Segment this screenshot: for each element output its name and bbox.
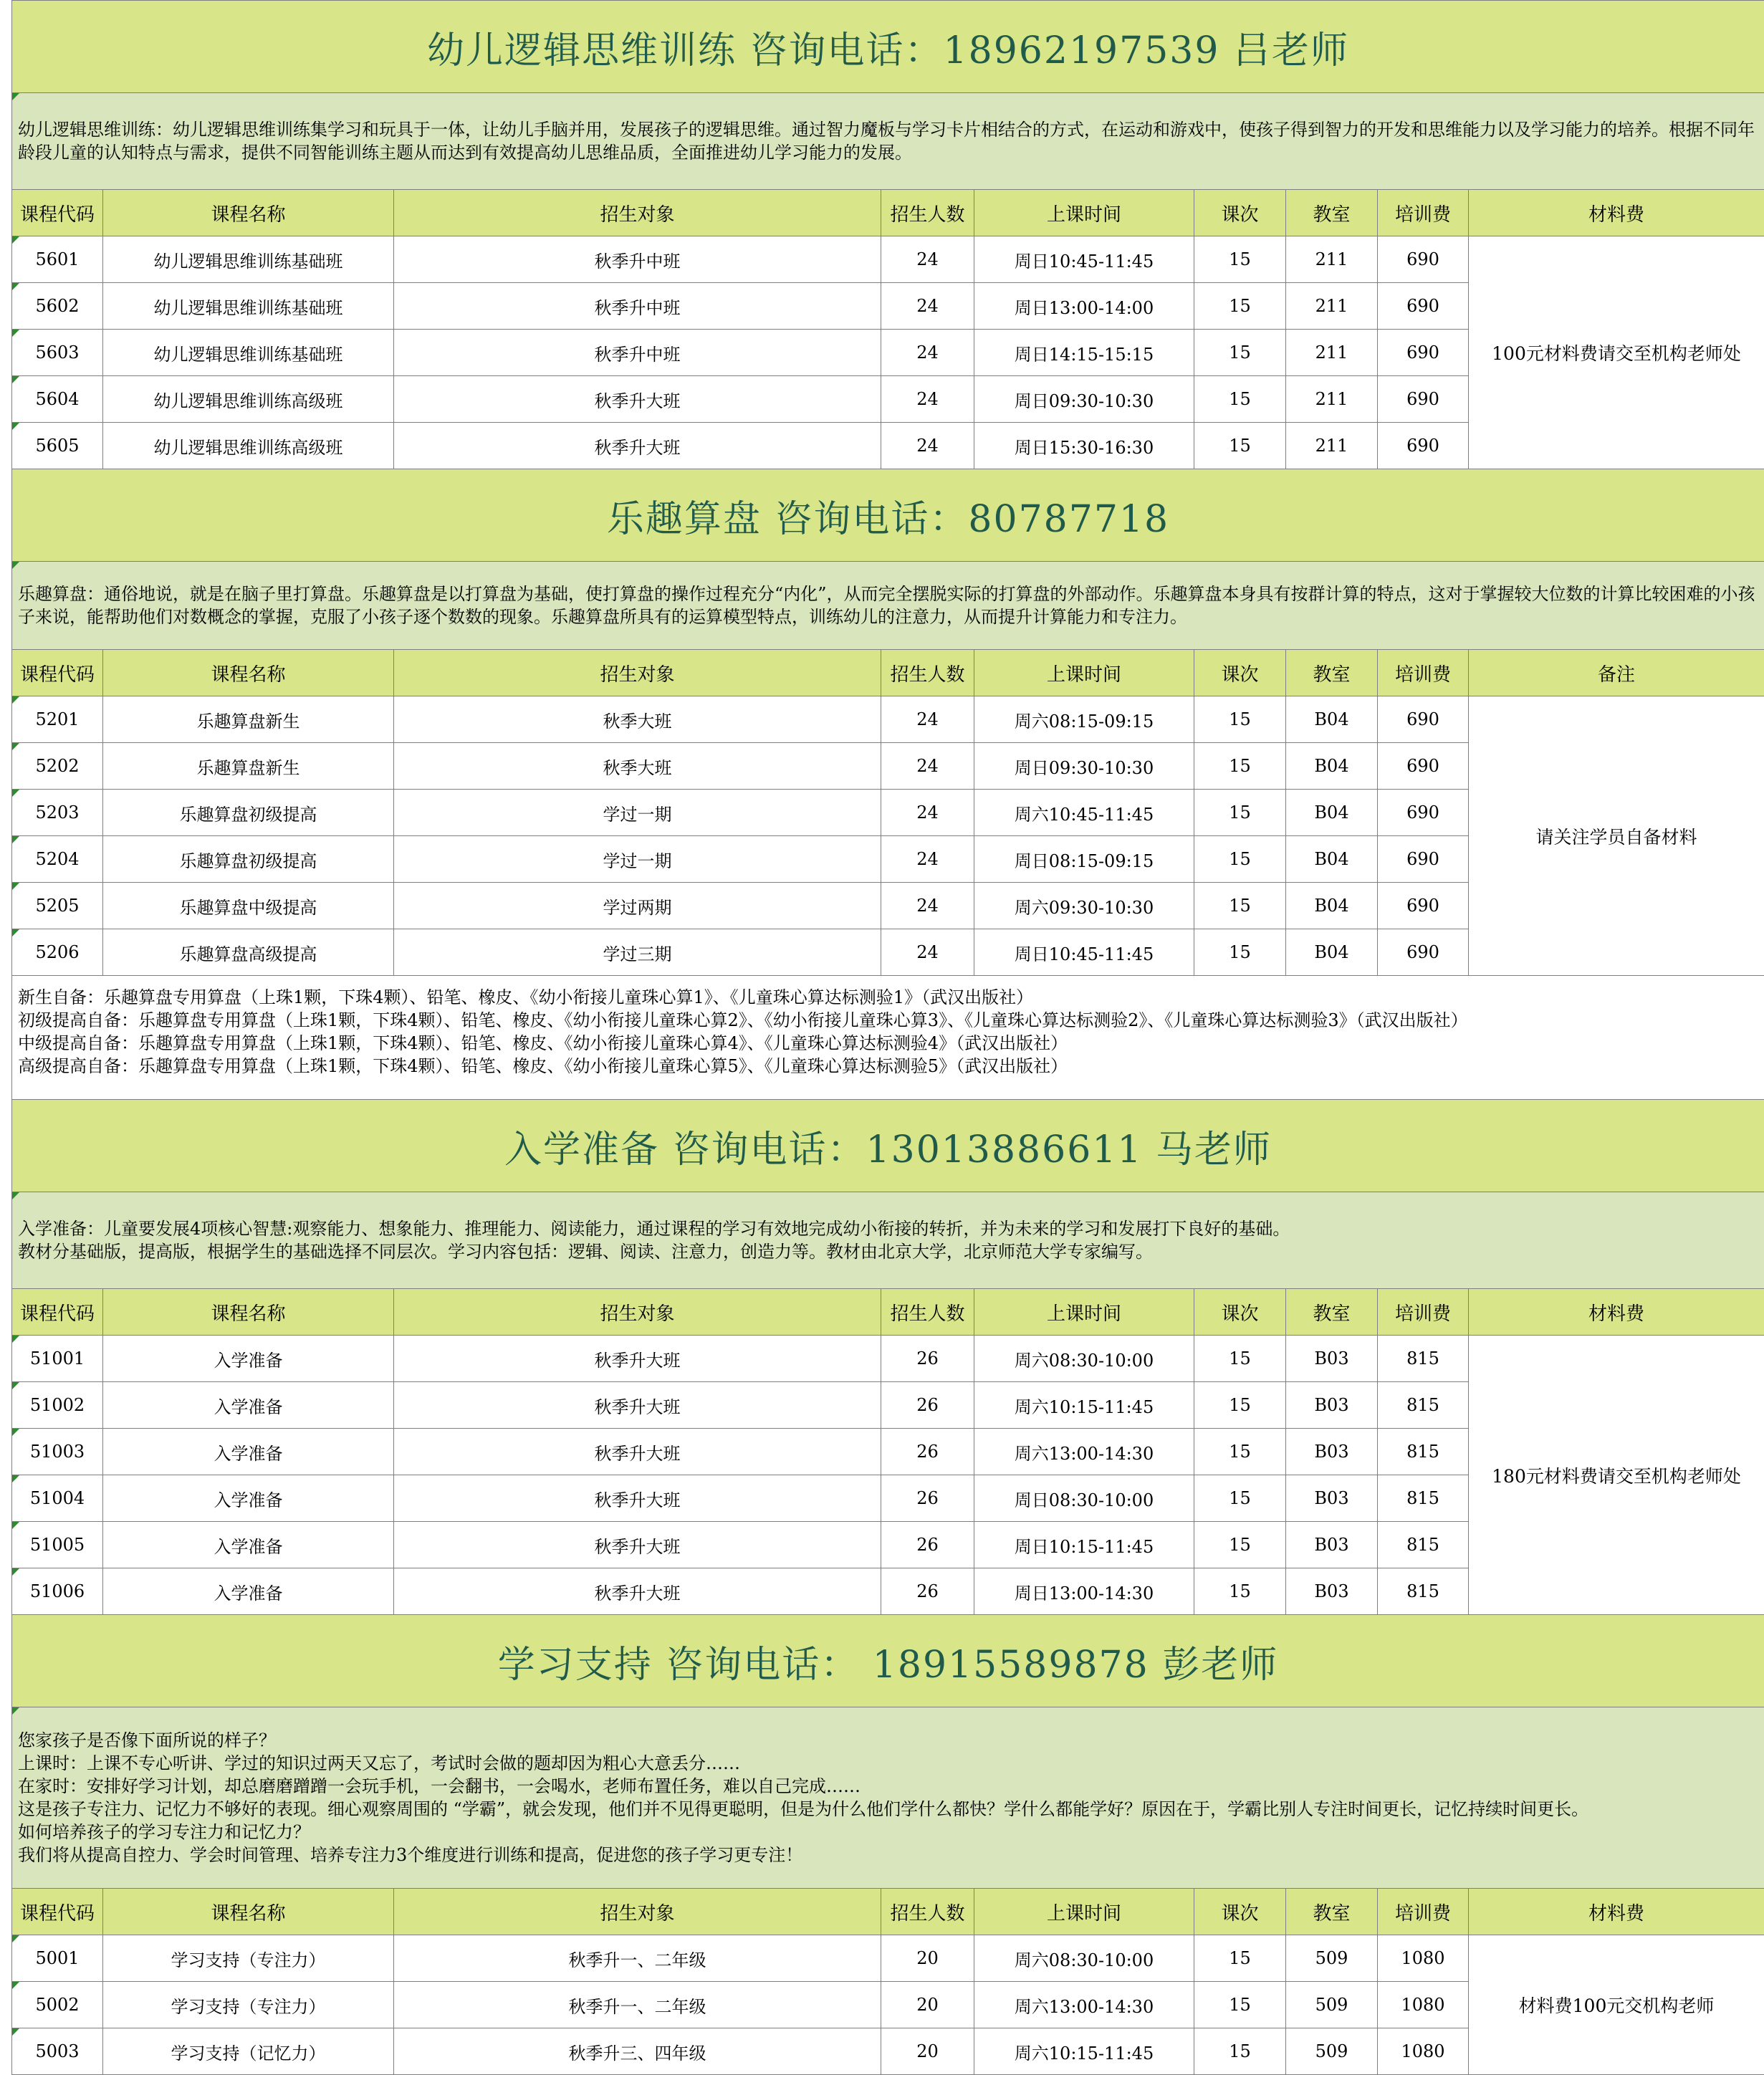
cell-room: 509 [1286,1982,1378,2028]
materials-row [12,976,1764,1100]
column-header-sessions: 课次 [1194,190,1286,236]
section-title: 学习支持 咨询电话： 18915589878 彭老师 [12,1615,1764,1707]
table-row [12,1935,1764,1982]
cell-room: B03 [1286,1475,1378,1522]
cell-sessions: 15 [1194,1935,1286,1982]
cell-count: 24 [881,283,974,330]
cell-code: 5003 [12,2028,103,2075]
cell-code: 5605 [12,423,103,469]
cell-fee: 690 [1378,790,1469,836]
cell-code: 5206 [12,929,103,976]
cell-time: 周六08:15-09:15 [974,696,1194,743]
cell-sessions: 15 [1194,1568,1286,1615]
cell-count: 26 [881,1382,974,1429]
cell-room: B04 [1286,929,1378,976]
column-header-target: 招生对象 [394,1889,881,1935]
cell-count: 24 [881,423,974,469]
cell-time: 周六08:30-10:00 [974,1935,1194,1982]
table-header-row [12,1889,1764,1935]
cell-time: 周日13:00-14:30 [974,1568,1194,1615]
cell-time: 周日10:45-11:45 [974,236,1194,283]
column-header-count: 招生人数 [881,1289,974,1336]
cell-room: B04 [1286,836,1378,883]
cell-room: B04 [1286,883,1378,929]
cell-time: 周日08:15-09:15 [974,836,1194,883]
section-title: 乐趣算盘 咨询电话：80787718 [12,469,1764,562]
cell-name: 幼儿逻辑思维训练基础班 [103,236,394,283]
cell-code: 5601 [12,236,103,283]
cell-target: 秋季升中班 [394,236,881,283]
description-line: 您家孩子是否像下面所说的样子？ [18,1729,1758,1752]
cell-sessions: 15 [1194,1429,1286,1475]
column-header-count: 招生人数 [881,650,974,696]
cell-fee: 690 [1378,696,1469,743]
cell-target: 秋季升一、二年级 [394,1935,881,1982]
cell-fee: 690 [1378,236,1469,283]
description-line: 教材分基础版，提高版，根据学生的基础选择不同层次。学习内容包括：逻辑、阅读、注意力，创造力等。教材由北京大学，北京师范大学专家编写。 [18,1240,1758,1263]
cell-room: B03 [1286,1429,1378,1475]
section-title-row [12,1100,1764,1192]
cell-fee: 690 [1378,330,1469,376]
section-title-row [12,1615,1764,1707]
cell-room: B03 [1286,1568,1378,1615]
table-row [12,1336,1764,1382]
cell-name: 入学准备 [103,1475,394,1522]
cell-sessions: 15 [1194,283,1286,330]
section-description-row [12,562,1764,650]
cell-code: 5603 [12,330,103,376]
cell-time: 周日10:15-11:45 [974,1522,1194,1568]
cell-sessions: 15 [1194,1336,1286,1382]
cell-count: 24 [881,743,974,790]
cell-name: 入学准备 [103,1522,394,1568]
cell-sessions: 15 [1194,236,1286,283]
cell-code: 5001 [12,1935,103,1982]
cell-name: 幼儿逻辑思维训练高级班 [103,376,394,423]
cell-time: 周日08:30-10:00 [974,1475,1194,1522]
materials-list [12,976,1764,1100]
column-header-target: 招生对象 [394,1289,881,1336]
section-title: 幼儿逻辑思维训练 咨询电话：18962197539 吕老师 [12,1,1764,93]
cell-room: 211 [1286,283,1378,330]
section-note: 材料费100元交机构老师 [1469,1935,1764,2075]
cell-room: B03 [1286,1336,1378,1382]
cell-name: 幼儿逻辑思维训练高级班 [103,423,394,469]
cell-fee: 815 [1378,1475,1469,1522]
cell-target: 秋季升大班 [394,376,881,423]
course-table [11,0,1764,2075]
cell-target: 秋季升大班 [394,423,881,469]
cell-time: 周六08:30-10:00 [974,1336,1194,1382]
description-line: 这是孩子专注力、记忆力不够好的表现。细心观察周围的 “学霸”，就会发现，他们并不见得更聪明，但是为什么他们学什么都快？学什么都能学好？原因在于，学霸比别人专注时间更长，记忆持续时间更长。 [18,1798,1758,1821]
section-description [12,1707,1764,1889]
cell-fee: 690 [1378,376,1469,423]
cell-code: 5602 [12,283,103,330]
cell-target: 秋季升大班 [394,1336,881,1382]
materials-line: 初级提高自备：乐趣算盘专用算盘（上珠1颗，下珠4颗）、铅笔、橡皮、《幼小衔接儿童珠心算2》、《幼小衔接儿童珠心算3》、《儿童珠心算达标测验2》、《儿童珠心算达标测验3》（武汉出版社） [18,1009,1758,1032]
cell-time: 周六10:15-11:45 [974,1382,1194,1429]
cell-count: 20 [881,1935,974,1982]
column-header-sessions: 课次 [1194,650,1286,696]
cell-name: 幼儿逻辑思维训练基础班 [103,283,394,330]
cell-name: 入学准备 [103,1429,394,1475]
description-line: 如何培养孩子的学习专注力和记忆力？ [18,1821,1758,1844]
cell-name: 学习支持（专注力） [103,1982,394,2028]
column-header-fee: 培训费 [1378,650,1469,696]
table-row [12,236,1764,283]
cell-sessions: 15 [1194,790,1286,836]
cell-name: 学习支持（记忆力） [103,2028,394,2075]
cell-room: 211 [1286,376,1378,423]
cell-time: 周六13:00-14:30 [974,1429,1194,1475]
cell-name: 乐趣算盘初级提高 [103,790,394,836]
cell-room: 211 [1286,423,1378,469]
cell-sessions: 15 [1194,423,1286,469]
materials-line: 中级提高自备：乐趣算盘专用算盘（上珠1颗，下珠4颗）、铅笔、橡皮、《幼小衔接儿童珠心算4》、《儿童珠心算达标测验4》（武汉出版社） [18,1032,1758,1055]
cell-sessions: 15 [1194,883,1286,929]
cell-name: 乐趣算盘新生 [103,696,394,743]
column-header-fee: 培训费 [1378,190,1469,236]
cell-target: 学过三期 [394,929,881,976]
cell-fee: 815 [1378,1522,1469,1568]
cell-count: 24 [881,836,974,883]
description-line: 在家时：安排好学习计划，却总磨磨蹭蹭一会玩手机，一会翻书，一会喝水，老师布置任务，难以自己完成…… [18,1775,1758,1798]
cell-name: 乐趣算盘高级提高 [103,929,394,976]
cell-room: 509 [1286,1935,1378,1982]
cell-room: 509 [1286,2028,1378,2075]
cell-room: B04 [1286,696,1378,743]
cell-code: 51003 [12,1429,103,1475]
column-header-extra: 备注 [1469,650,1764,696]
cell-fee: 690 [1378,743,1469,790]
cell-target: 秋季升大班 [394,1475,881,1522]
cell-time: 周日14:15-15:15 [974,330,1194,376]
column-header-code: 课程代码 [12,1289,103,1336]
column-header-time: 上课时间 [974,1889,1194,1935]
column-header-code: 课程代码 [12,650,103,696]
cell-time: 周六10:15-11:45 [974,2028,1194,2075]
cell-fee: 1080 [1378,1982,1469,2028]
table-header-row [12,650,1764,696]
cell-fee: 815 [1378,1336,1469,1382]
cell-room: 211 [1286,330,1378,376]
column-header-time: 上课时间 [974,650,1194,696]
cell-time: 周六10:45-11:45 [974,790,1194,836]
cell-sessions: 15 [1194,929,1286,976]
section-title-row [12,1,1764,93]
column-header-room: 教室 [1286,650,1378,696]
cell-sessions: 15 [1194,743,1286,790]
cell-name: 学习支持（专注力） [103,1935,394,1982]
cell-target: 学过两期 [394,883,881,929]
column-header-sessions: 课次 [1194,1889,1286,1935]
column-header-code: 课程代码 [12,190,103,236]
cell-code: 5002 [12,1982,103,2028]
cell-target: 秋季升大班 [394,1429,881,1475]
description-line: 入学准备：儿童要发展4项核心智慧:观察能力、想象能力、推理能力、阅读能力，通过课程的学习有效地完成幼小衔接的转折，并为未来的学习和发展打下良好的基础。 [18,1217,1758,1240]
cell-name: 入学准备 [103,1568,394,1615]
cell-count: 24 [881,696,974,743]
column-header-room: 教室 [1286,1889,1378,1935]
cell-room: B03 [1286,1522,1378,1568]
cell-count: 20 [881,2028,974,2075]
cell-time: 周日13:00-14:00 [974,283,1194,330]
cell-fee: 815 [1378,1568,1469,1615]
cell-sessions: 15 [1194,1522,1286,1568]
cell-code: 51005 [12,1522,103,1568]
cell-sessions: 15 [1194,836,1286,883]
cell-time: 周日09:30-10:30 [974,743,1194,790]
cell-code: 5604 [12,376,103,423]
cell-target: 秋季升三、四年级 [394,2028,881,2075]
column-header-name: 课程名称 [103,650,394,696]
description-line: 上课时：上课不专心听讲、学过的知识过两天又忘了，考试时会做的题却因为粗心大意丢分…… [18,1752,1758,1775]
cell-code: 5203 [12,790,103,836]
cell-fee: 690 [1378,836,1469,883]
cell-sessions: 15 [1194,330,1286,376]
cell-code: 51001 [12,1336,103,1382]
column-header-sessions: 课次 [1194,1289,1286,1336]
table-row [12,696,1764,743]
cell-time: 周日10:45-11:45 [974,929,1194,976]
column-header-code: 课程代码 [12,1889,103,1935]
cell-fee: 690 [1378,883,1469,929]
section-description [12,93,1764,190]
cell-code: 5205 [12,883,103,929]
column-header-name: 课程名称 [103,190,394,236]
cell-sessions: 15 [1194,1475,1286,1522]
cell-count: 24 [881,790,974,836]
cell-sessions: 15 [1194,2028,1286,2075]
column-header-name: 课程名称 [103,1889,394,1935]
cell-name: 入学准备 [103,1336,394,1382]
cell-count: 24 [881,330,974,376]
column-header-count: 招生人数 [881,190,974,236]
column-header-fee: 培训费 [1378,1889,1469,1935]
course-schedule-sheet [11,0,1764,2075]
column-header-room: 教室 [1286,190,1378,236]
cell-target: 秋季升中班 [394,283,881,330]
cell-count: 24 [881,236,974,283]
materials-line: 新生自备：乐趣算盘专用算盘（上珠1颗，下珠4颗）、铅笔、橡皮、《幼小衔接儿童珠心算1》、《儿童珠心算达标测验1》（武汉出版社） [18,986,1758,1009]
cell-time: 周日15:30-16:30 [974,423,1194,469]
table-header-row [12,190,1764,236]
cell-code: 5201 [12,696,103,743]
section-description [12,562,1764,650]
cell-sessions: 15 [1194,376,1286,423]
section-note: 180元材料费请交至机构老师处 [1469,1336,1764,1615]
column-header-extra: 材料费 [1469,1889,1764,1935]
description-line: 乐趣算盘：通俗地说，就是在脑子里打算盘。乐趣算盘是以打算盘为基础，使打算盘的操作过程充分“内化”，从而完全摆脱实际的打算盘的外部动作。乐趣算盘本身具有按群计算的特点，这对于掌握较大位数的计算比较困难的小孩子来说，能帮助他们对数概念的掌握，克服了小孩子逐个数数的现象。乐趣算盘所具有的运算模型特点，训练幼儿的注意力，从而提升计算能力和专注力。 [18,583,1758,628]
cell-fee: 815 [1378,1382,1469,1429]
cell-name: 幼儿逻辑思维训练基础班 [103,330,394,376]
column-header-time: 上课时间 [974,1289,1194,1336]
cell-room: 211 [1286,236,1378,283]
column-header-fee: 培训费 [1378,1289,1469,1336]
section-title: 入学准备 咨询电话：13013886611 马老师 [12,1100,1764,1192]
cell-target: 秋季大班 [394,743,881,790]
cell-target: 秋季升中班 [394,330,881,376]
cell-count: 24 [881,883,974,929]
section-description-row [12,93,1764,190]
section-title-row [12,469,1764,562]
cell-sessions: 15 [1194,1382,1286,1429]
cell-name: 乐趣算盘初级提高 [103,836,394,883]
cell-target: 学过一期 [394,836,881,883]
cell-time: 周六09:30-10:30 [974,883,1194,929]
cell-code: 51004 [12,1475,103,1522]
cell-sessions: 15 [1194,696,1286,743]
column-header-extra: 材料费 [1469,190,1764,236]
cell-time: 周六13:00-14:30 [974,1982,1194,2028]
cell-count: 26 [881,1336,974,1382]
section-description-row [12,1192,1764,1289]
table-header-row [12,1289,1764,1336]
column-header-extra: 材料费 [1469,1289,1764,1336]
cell-count: 26 [881,1568,974,1615]
cell-name: 入学准备 [103,1382,394,1429]
cell-count: 24 [881,376,974,423]
column-header-target: 招生对象 [394,190,881,236]
cell-target: 秋季升一、二年级 [394,1982,881,2028]
column-header-room: 教室 [1286,1289,1378,1336]
cell-fee: 815 [1378,1429,1469,1475]
column-header-name: 课程名称 [103,1289,394,1336]
section-note: 请关注学员自备材料 [1469,696,1764,976]
materials-line: 高级提高自备：乐趣算盘专用算盘（上珠1颗，下珠4颗）、铅笔、橡皮、《幼小衔接儿童珠心算5》、《儿童珠心算达标测验5》（武汉出版社） [18,1055,1758,1078]
cell-target: 秋季大班 [394,696,881,743]
section-description-row [12,1707,1764,1889]
cell-count: 26 [881,1475,974,1522]
cell-name: 乐趣算盘新生 [103,743,394,790]
column-header-target: 招生对象 [394,650,881,696]
column-header-time: 上课时间 [974,190,1194,236]
cell-code: 5204 [12,836,103,883]
column-header-count: 招生人数 [881,1889,974,1935]
cell-room: B04 [1286,743,1378,790]
cell-name: 乐趣算盘中级提高 [103,883,394,929]
cell-sessions: 15 [1194,1982,1286,2028]
cell-target: 学过一期 [394,790,881,836]
cell-fee: 690 [1378,929,1469,976]
cell-fee: 1080 [1378,2028,1469,2075]
cell-target: 秋季升大班 [394,1522,881,1568]
cell-code: 51002 [12,1382,103,1429]
cell-code: 5202 [12,743,103,790]
section-note: 100元材料费请交至机构老师处 [1469,236,1764,469]
cell-count: 26 [881,1522,974,1568]
cell-time: 周日09:30-10:30 [974,376,1194,423]
cell-room: B04 [1286,790,1378,836]
cell-fee: 1080 [1378,1935,1469,1982]
cell-room: B03 [1286,1382,1378,1429]
cell-code: 51006 [12,1568,103,1615]
cell-fee: 690 [1378,283,1469,330]
cell-count: 24 [881,929,974,976]
cell-count: 20 [881,1982,974,2028]
cell-count: 26 [881,1429,974,1475]
description-line: 我们将从提高自控力、学会时间管理、培养专注力3个维度进行训练和提高，促进您的孩子学习更专注！ [18,1844,1758,1866]
cell-target: 秋季升大班 [394,1382,881,1429]
cell-target: 秋季升大班 [394,1568,881,1615]
cell-fee: 690 [1378,423,1469,469]
section-description [12,1192,1764,1289]
description-line: 幼儿逻辑思维训练：幼儿逻辑思维训练集学习和玩具于一体，让幼儿手脑并用，发展孩子的逻辑思维。通过智力魔板与学习卡片相结合的方式，在运动和游戏中，使孩子得到智力的开发和思维能力以及学习能力的培养。根据不同年龄段儿童的认知特点与需求，提供不同智能训练主题从而达到有效提高幼儿思维品质，全面推进幼儿学习能力的发展。 [18,118,1758,164]
